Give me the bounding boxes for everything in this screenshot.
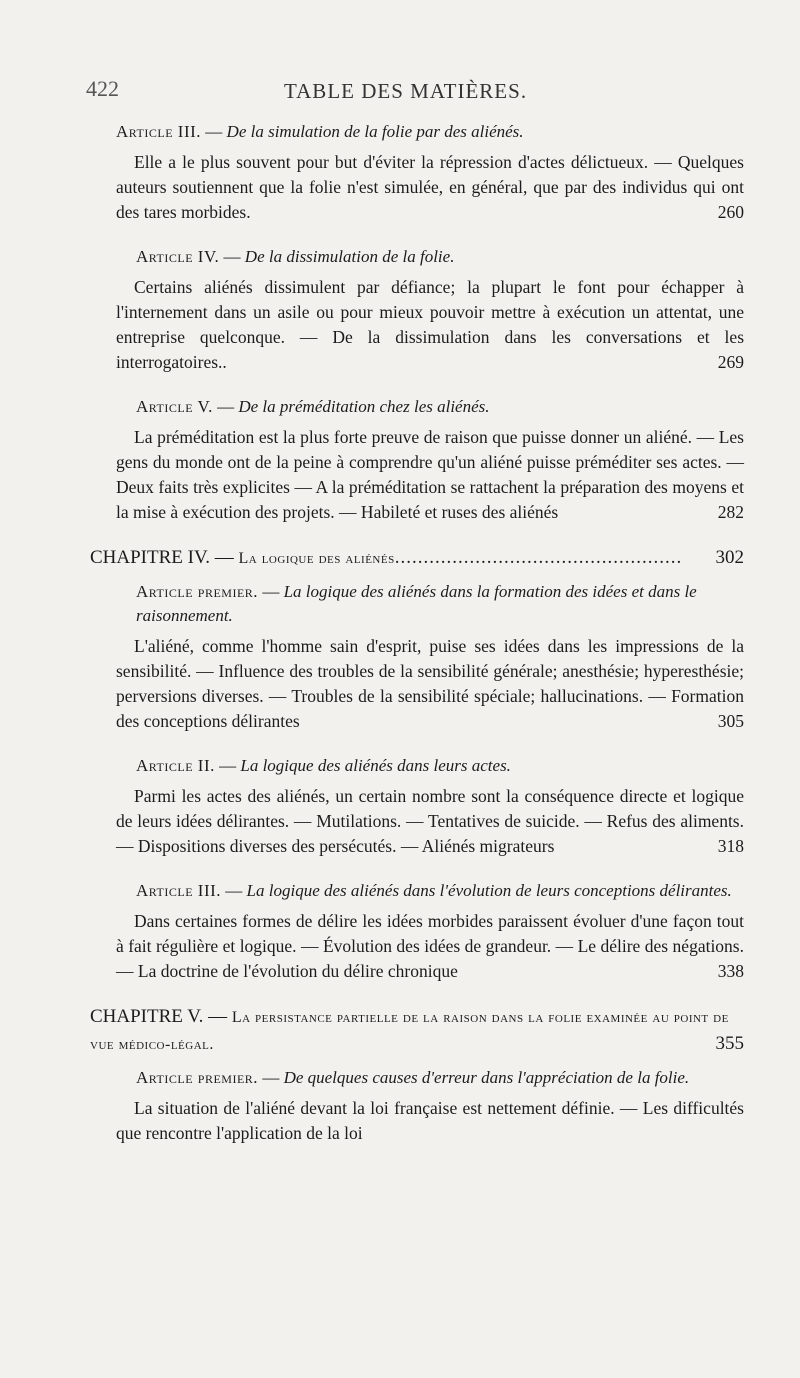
summary-text: L'aliéné, comme l'homme sain d'esprit, puise ses idées dans les impressions de la sensibilité. — Influence des troubles de la sensibilité générale; anesthésie; hyperesthésie; perversions diverses. — Troubles de la sensibilité spéciale; hallucinations. — Formation des conceptions délirantes bbox=[116, 636, 744, 731]
summary-text: Dans certaines formes de délire les idées morbides paraissent évoluer d'une façon tout à fait régulière et logique. — Évolution des idées de grandeur. — Le délire des négations. — La doctrine de l'évolution du délire chronique bbox=[116, 911, 744, 981]
summary-text: Parmi les actes des aliénés, un certain nombre sont la conséquence directe et logique de leurs idées délirantes. — Mutilations. — Tentatives de suicide. — Refus des aliments. — Dispositions diverses des persécutés. — Aliénés migrateurs bbox=[116, 786, 744, 856]
article-heading: Article premier. — La logique des aliénés dans la formation des idées et dans le raisonnement. bbox=[136, 582, 697, 625]
article-label: Article premier. bbox=[136, 1068, 259, 1087]
article-label: Article premier. bbox=[136, 582, 259, 601]
article-title: La logique des aliénés dans l'évolution de leurs conceptions délirantes. bbox=[246, 881, 732, 900]
article-label: Article III. bbox=[116, 122, 202, 141]
article-summary bbox=[116, 275, 744, 375]
summary-text: Elle a le plus souvent pour but d'éviter la répression d'actes délictueux. — Quelques auteurs soutiennent que la folie n'est simulée, en général, que par des individus qui ont des tares morbides. bbox=[116, 152, 744, 222]
article-summary bbox=[116, 1096, 744, 1146]
toc-entry bbox=[116, 120, 744, 225]
article-title: De la dissimulation de la folie. bbox=[244, 247, 455, 266]
toc-entry bbox=[116, 754, 744, 859]
page-reference: 302 bbox=[715, 547, 744, 568]
article-summary bbox=[116, 425, 744, 525]
page-reference: 318 bbox=[717, 836, 744, 856]
toc-entry bbox=[116, 245, 744, 375]
article-label: Article IV. bbox=[136, 247, 220, 266]
chapter-title: La persistance partielle de la raison dans la folie examinée au point de vue médico-légal. bbox=[90, 1009, 729, 1053]
article-summary bbox=[116, 909, 744, 984]
summary-text: Certains aliénés dissimulent par défiance; la plupart le font pour échapper à l'internement dans un asile ou pour mieux pouvoir mettre à exécution un attentat, une entreprise quelconque. — De la dissimulation dans les conversations et les interrogatoires.. bbox=[116, 277, 744, 372]
article-heading: Article IV. — De la dissimulation de la folie. bbox=[136, 247, 455, 266]
article-label: Article III. bbox=[136, 881, 222, 900]
chapter-heading: CHAPITRE V. — La persistance partielle de la raison dans la folie examinée au point de vue médico-légal. 355 bbox=[90, 1004, 744, 1058]
running-title: TABLE DES MATIÈRES. bbox=[284, 79, 528, 103]
summary-text: La préméditation est la plus forte preuve de raison que puisse donner un aliéné. — Les gens du monde ont de la peine à comprendre qu'un aliéné puisse préméditer ses actes. — Deux faits très explicites — A la préméditation se rattachent la préparation des moyens et la mise à exécution des projets. — Habileté et ruses des aliénés bbox=[116, 427, 744, 522]
article-heading: Article III. — De la simulation de la folie par des aliénés. bbox=[116, 122, 524, 141]
page-reference: 282 bbox=[717, 502, 744, 522]
page-number: 422 bbox=[86, 76, 119, 101]
article-heading: Article III. — La logique des aliénés dans l'évolution de leurs conceptions délirantes. bbox=[136, 881, 732, 900]
article-summary bbox=[116, 784, 744, 859]
article-title: De la préméditation chez les aliénés. bbox=[238, 397, 490, 416]
page-reference: 338 bbox=[717, 961, 744, 981]
article-label: Article II. bbox=[136, 756, 215, 775]
leader-dots: .................................................. bbox=[394, 547, 683, 568]
article-title: La logique des aliénés dans leurs actes. bbox=[240, 756, 511, 775]
article-summary bbox=[116, 150, 744, 225]
page-reference: 305 bbox=[717, 711, 744, 731]
article-summary bbox=[116, 634, 744, 734]
chapter-title: La logique des aliénés bbox=[238, 550, 395, 567]
summary-text: La situation de l'aliéné devant la loi française est nettement définie. — Les difficultés que rencontre l'application de la loi bbox=[116, 1098, 744, 1143]
article-heading: Article II. — La logique des aliénés dans leurs actes. bbox=[136, 756, 511, 775]
article-heading: Article V. — De la préméditation chez les aliénés. bbox=[136, 397, 490, 416]
table-of-contents bbox=[90, 120, 744, 1166]
article-title: La logique des aliénés dans la formation des idées et dans le raisonnement. bbox=[136, 582, 697, 625]
toc-entry bbox=[116, 1066, 744, 1146]
chapter-label: CHAPITRE V. bbox=[90, 1006, 204, 1027]
page-reference: 260 bbox=[717, 202, 744, 222]
toc-entry bbox=[116, 395, 744, 525]
article-label: Article V. bbox=[136, 397, 213, 416]
toc-entry bbox=[116, 580, 744, 734]
chapter-heading: CHAPITRE IV. — La logique des aliénés .................................................. 302 bbox=[90, 545, 744, 572]
article-title: De quelques causes d'erreur dans l'appréciation de la folie. bbox=[283, 1068, 690, 1087]
chapter-label: CHAPITRE IV. bbox=[90, 547, 210, 568]
page-reference: 269 bbox=[717, 352, 744, 372]
page-reference: 355 bbox=[715, 1033, 744, 1054]
page-header bbox=[86, 76, 726, 116]
article-title: De la simulation de la folie par des aliénés. bbox=[226, 122, 524, 141]
article-heading: Article premier. — De quelques causes d'erreur dans l'appréciation de la folie. bbox=[136, 1068, 690, 1087]
toc-entry bbox=[116, 879, 744, 984]
